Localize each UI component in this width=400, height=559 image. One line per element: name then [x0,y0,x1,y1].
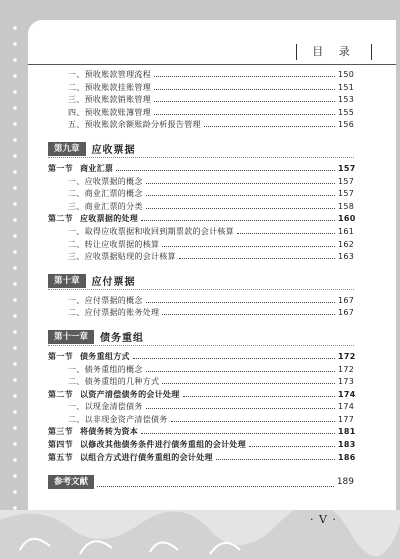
chapter-badge: 第十章 [48,274,86,288]
chapter-badge: 第十一章 [48,330,94,344]
section-number: 第三节 [48,427,73,437]
entry-title: 二、商业汇票的概念 [68,189,143,199]
dot-leader [116,162,335,171]
entry-title: 二、应付票据的账务处理 [68,308,160,318]
section-title: 将债务转为资本 [80,427,139,437]
section-title: 债务重组方式 [80,351,130,361]
entry-title: 三、应收票据贴现的会计核算 [68,252,176,262]
entry-title: 二、转让应收票据的核算 [68,239,160,249]
chapter-gap [48,319,354,327]
entry-page-number: 162 [338,239,355,249]
toc-section-entry[interactable] [48,451,354,464]
dot-leader [171,413,335,422]
entry-title [48,213,138,226]
references-entry[interactable] [48,475,354,489]
entry-page-number: 157 [338,176,355,186]
entry-title: 一、应付票据的概念 [68,295,143,305]
section-number: 第五节 [48,452,73,462]
dot-leader [146,363,335,372]
section-title: 以资产清偿债务的会计处理 [80,389,180,399]
entry-title: 二、债务重组的几种方式 [68,377,160,387]
entry-page-number: 172 [338,351,356,361]
binder-dots [10,20,20,540]
entry-title: 五、预收账款余额账龄分析报告管理 [68,120,201,130]
entry-page-number: 157 [338,189,355,199]
dot-leader [162,306,335,315]
entry-title: 一、应收票据的概念 [68,176,143,186]
toc-subentry[interactable] [48,93,354,106]
dot-leader [133,350,335,359]
entry-title: 一、取得应收票据和收回到期票款的会计核算 [68,226,234,236]
dot-leader [154,106,335,115]
entry-page-number: 160 [338,214,356,224]
entry-title [48,426,138,439]
toc-header-label: 目 录 [296,44,372,60]
dot-leader [146,187,335,196]
toc-subentry[interactable] [48,175,354,188]
entry-title [48,351,130,364]
entry-page-number: 150 [338,70,355,79]
toc-subentry[interactable] [48,81,354,94]
entry-page-number: 177 [338,414,355,424]
toc-section-entry[interactable] [48,212,354,225]
entry-title: 二、预收账款挂账管理 [68,82,151,92]
dot-leader [97,478,334,487]
entry-page-number: 174 [338,389,356,399]
toc-subentry[interactable] [48,225,354,238]
dot-leader [146,175,335,184]
chapter-gap [48,131,354,139]
toc-subentry[interactable] [48,306,354,319]
references-gap [48,463,354,471]
entry-title [48,163,113,176]
toc-subentry[interactable] [48,68,354,81]
toc-subentry[interactable] [48,238,354,251]
toc-subentry[interactable] [48,200,354,213]
entry-page-number: 157 [338,163,356,173]
section-number: 第一节 [48,351,73,361]
table-of-contents [48,68,354,489]
toc-section-entry[interactable] [48,438,354,451]
chapter-badge: 第九章 [48,142,86,156]
toc-subentry[interactable] [48,375,354,388]
entry-page-number: 153 [338,95,355,105]
chapter-title: 应付票据 [91,277,136,289]
toc-section-entry[interactable] [48,350,354,363]
dot-leader [154,93,335,102]
toc-subentry[interactable] [48,294,354,307]
entry-page-number: 156 [338,120,355,130]
toc-subentry[interactable] [48,118,354,131]
section-title: 商业汇票 [80,163,114,173]
entry-page-number: 186 [338,452,356,462]
dot-leader [154,68,335,77]
dot-leader [249,438,335,447]
entry-page-number: 155 [338,107,355,117]
dot-leader [146,200,335,209]
dot-leader [204,118,335,127]
chapter-title: 债务重组 [100,333,145,345]
entry-title: 一、预收账款管理流程 [68,70,151,79]
toc-subentry[interactable] [48,187,354,200]
dot-leader [183,388,335,397]
entry-page-number: 163 [338,252,355,262]
entry-page-number: 183 [338,440,356,450]
toc-subentry[interactable] [48,250,354,263]
toc-subentry[interactable] [48,106,354,119]
dot-leader [146,294,335,303]
entry-page-number: 161 [338,226,355,236]
entry-page-number: 173 [338,377,355,387]
entry-page-number: 172 [338,364,355,374]
references-page-number: 189 [336,477,354,488]
toc-subentry[interactable] [48,400,354,413]
chapter-title: 应收票据 [91,145,136,157]
chapter-heading[interactable] [48,141,354,158]
entry-page-number: 158 [338,201,355,211]
section-title: 以修改其他债务条件进行债务重组的会计处理 [80,440,246,450]
section-number: 第四节 [48,440,73,450]
page-number: · V · [310,513,337,526]
entry-title: 三、预收账款销账管理 [68,95,151,105]
section-number: 第二节 [48,214,73,224]
chapter-heading[interactable] [48,273,354,290]
entry-title: 四、预收账款账簿管理 [68,107,151,117]
dot-leader [141,212,335,221]
dot-leader [154,81,335,90]
entry-title [48,452,213,465]
header-rule [28,64,396,65]
entry-title: 一、债务重组的概念 [68,364,143,374]
section-title: 应收票据的处理 [80,214,139,224]
chapter-heading[interactable] [48,329,354,346]
chapter-gap [48,263,354,271]
toc-subentry[interactable] [48,413,354,426]
toc-section-entry[interactable] [48,425,354,438]
entry-page-number: 174 [338,402,355,412]
dot-leader [237,225,335,234]
dot-leader [141,425,335,434]
entry-title: 二、以非现金资产清偿债务 [68,414,168,424]
entry-page-number: 181 [338,427,356,437]
dot-leader [162,238,335,247]
references-badge: 参考文献 [48,475,94,489]
section-number: 第一节 [48,163,73,173]
toc-section-entry[interactable] [48,162,354,175]
toc-section-entry[interactable] [48,388,354,401]
dot-leader [162,375,335,384]
entry-page-number: 151 [338,82,355,92]
footer-decoration [0,510,400,559]
section-number: 第二节 [48,389,73,399]
entry-page-number: 167 [338,295,355,305]
dot-leader [146,400,335,409]
section-title: 以组合方式进行债务重组的会计处理 [80,452,213,462]
dot-leader [216,451,335,460]
toc-subentry[interactable] [48,363,354,376]
entry-title: 三、商业汇票的分类 [68,201,143,211]
entry-page-number: 167 [338,308,355,318]
entry-title: 一、以现金清偿债务 [68,402,143,412]
dot-leader [179,250,335,259]
